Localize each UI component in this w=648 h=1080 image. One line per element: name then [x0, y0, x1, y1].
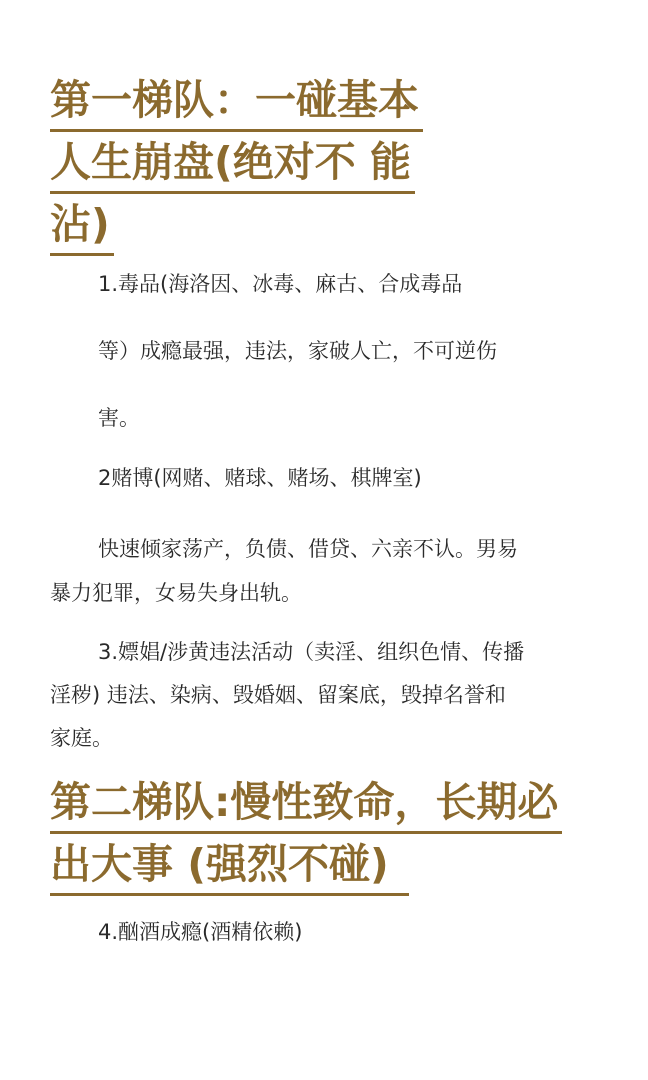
heading-line: 人生崩盘(绝对不 能 — [50, 132, 423, 194]
heading-line: 第二梯队:慢性致命，长期必 — [50, 772, 562, 834]
heading-line: 第一梯队：一碰基本 — [50, 70, 423, 132]
paragraph-alcohol: 4.酗酒成瘾(酒精依赖) — [98, 920, 303, 944]
paragraph-gambling-body: 快速倾家荡产，负债、借贷、六亲不认。男易 暴力犯罪，女易失身出轨。 — [50, 537, 518, 605]
section-1-heading — [50, 70, 423, 256]
paragraph-gambling-title: 2赌博(网赌、赌球、赌场、棋牌室) — [98, 466, 422, 490]
paragraph-drugs-line-1: 1.毒品(海洛因、冰毒、麻古、合成毒品 — [98, 272, 463, 296]
paragraph-drugs-line-3: 害。 — [98, 406, 140, 430]
paragraph-prostitution: 3.嫖娼/涉黄违法活动（卖淫、组织色情、传播 淫秽) 违法、染病、毁婚姻、留案底，毁掉名誉和 家庭。 — [50, 640, 525, 750]
heading-line: 沾) — [50, 194, 423, 256]
paragraph-drugs-line-2: 等）成瘾最强，违法，家破人亡，不可逆伤 — [98, 339, 497, 363]
heading-line: 出大事 (强烈不碰) — [50, 834, 562, 896]
section-2-heading — [50, 772, 562, 896]
